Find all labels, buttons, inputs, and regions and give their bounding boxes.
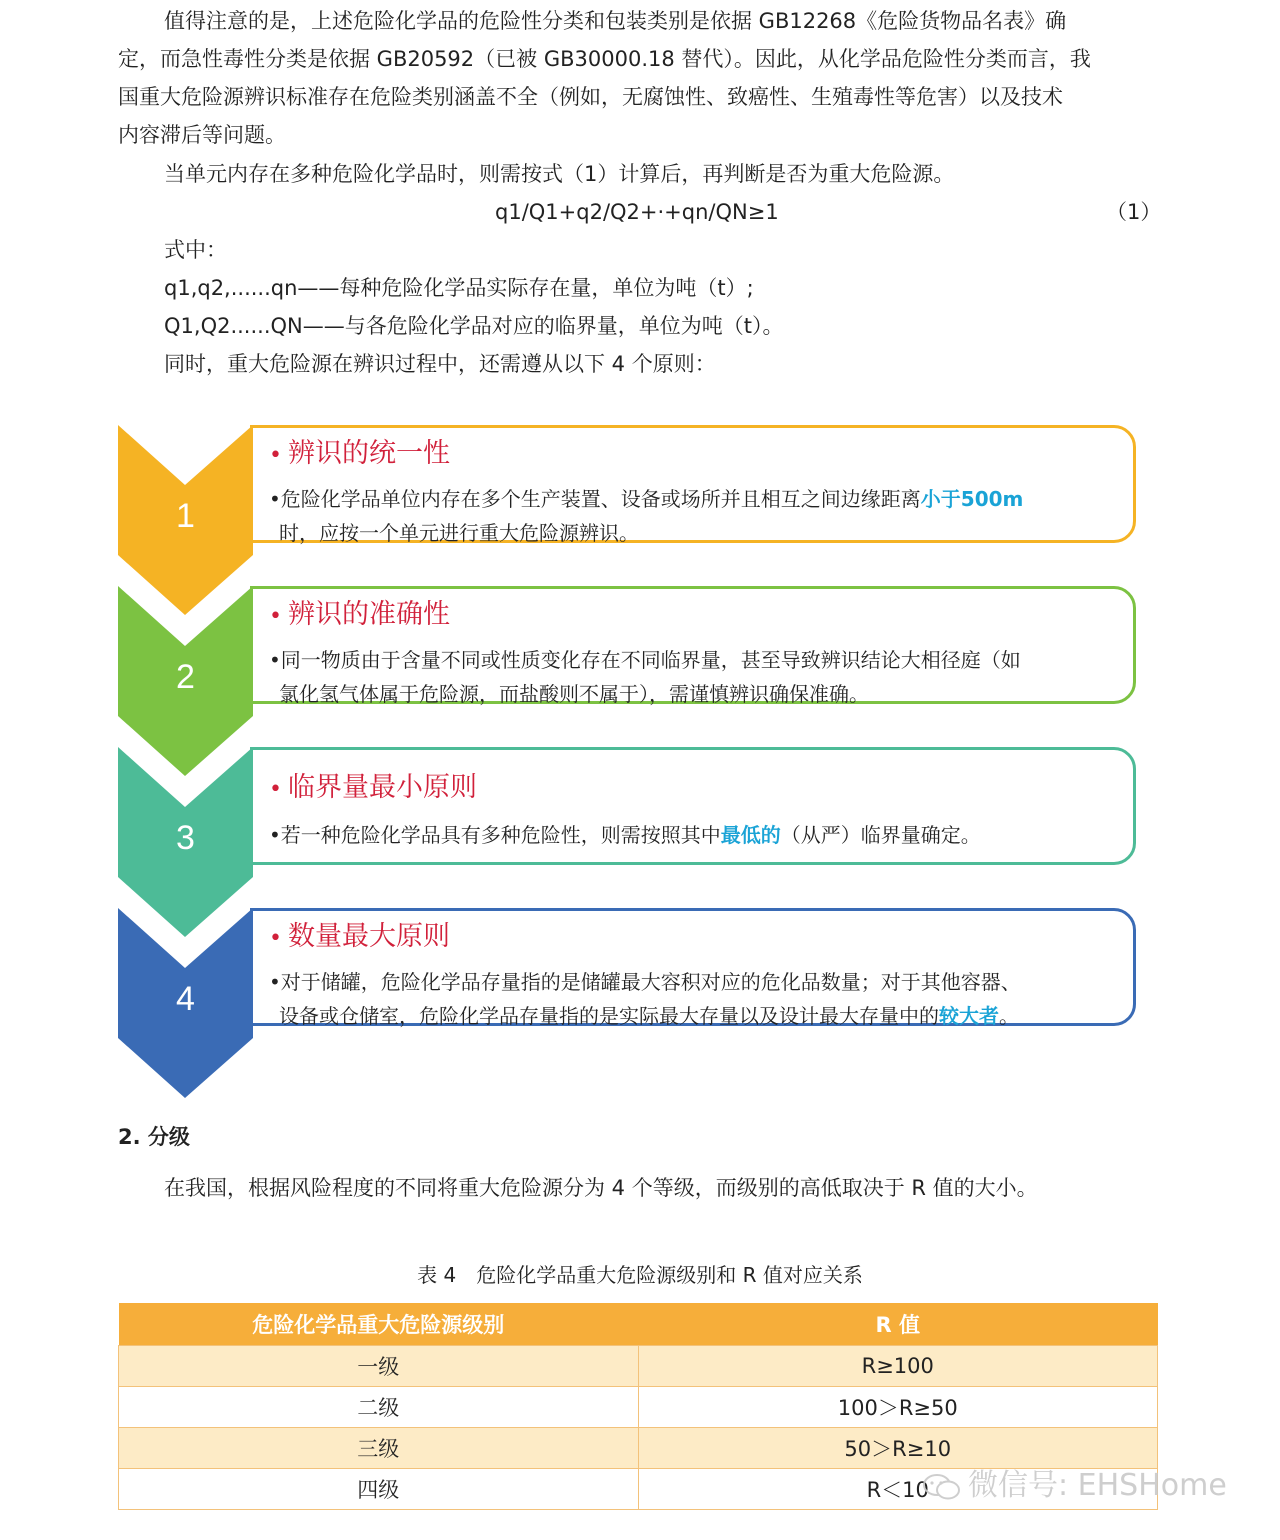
highlight-500m: 小于500m [920,487,1024,511]
principle-body-1: •危险化学品单位内存在多个生产装置、设备或场所并且相互之间边缘距离小于500m 时，应按一个单元进行重大危险源辨识。 [269,487,1024,545]
level-cell: 三级 [119,1428,639,1469]
principle-title-1: • 辨识的统一性 [269,438,450,469]
section-heading: 2. 分级 [118,1125,190,1149]
level-cell: 四级 [119,1469,639,1510]
principles-diagram [118,425,1143,1105]
r-value-cell: R＜10 [638,1469,1158,1510]
paragraph-1-line-4: 内容滞后等问题。 [118,123,286,147]
level-cell: 一级 [119,1346,639,1387]
principle-card-1 [250,425,1136,543]
paragraph-3: 同时，重大危险源在辨识过程中，还需遵从以下 4 个原则： [164,352,716,376]
paragraph-1-line-3: 国重大危险源辨识标准存在危险类别涵盖不全（例如，无腐蚀性、致癌性、生殖毒性等危害）以及技术 [118,85,1063,109]
paragraph-1-line-2: 定，而急性毒性分类是依据 GB20592（已被 GB30000.18 替代）。因此，从化学品危险性分类而言，我 [118,47,1091,71]
watermark-text: 微信号: EHSHome [968,1468,1227,1503]
paragraph-1-line-1: 值得注意的是，上述危险化学品的危险性分类和包装类别是依据 GB12268《危险货物品名表》确 [164,9,1067,33]
principle-card-2 [250,586,1136,704]
formula: q1/Q1+q2/Q2+·+qn/QN≥1 [495,200,779,224]
header-r-value: R 值 [638,1303,1158,1346]
r-value-cell: 50＞R≥10 [638,1428,1158,1469]
principle-body-2: •同一物质由于含量不同或性质变化存在不同临界量，甚至导致辨识结论大相径庭（如 氯化氢气体属于危险源，而盐酸则不属于），需谨慎辨识确保准确。 [269,648,1021,706]
paragraph-2: 当单元内存在多种危险化学品时，则需按式（1）计算后，再判断是否为重大危险源。 [164,162,955,186]
section-text: 在我国，根据风险程度的不同将重大危险源分为 4 个等级，而级别的高低取决于 R 值的大小。 [164,1176,1038,1200]
principle-card-4 [250,908,1136,1026]
principle-number-2: 2 [176,658,195,696]
level-cell: 二级 [119,1387,639,1428]
definition-q: q1,q2,......qn——每种危险化学品实际存在量，单位为吨（t）; [164,276,754,300]
table-caption: 表 4 危险化学品重大危险源级别和 R 值对应关系 [417,1263,863,1287]
principle-title-2: • 辨识的准确性 [269,599,450,630]
highlight-larger: 较大者 [939,1004,999,1028]
principle-title-4: • 数量最大原则 [269,921,450,952]
principle-number-4: 4 [176,980,195,1018]
header-level: 危险化学品重大危险源级别 [119,1303,639,1346]
table-header-row [119,1303,1158,1346]
principle-number-1: 1 [176,497,195,535]
r-value-cell: R≥100 [638,1346,1158,1387]
principle-body-4: •对于储罐，危险化学品存量指的是储罐最大容积对应的危化品数量；对于其他容器、 设备或仓储室，危险化学品存量指的是实际最大存量以及设计最大存量中的较大者。 [269,970,1021,1028]
r-value-cell: 100＞R≥50 [638,1387,1158,1428]
principle-title-3: • 临界量最小原则 [269,772,477,803]
principle-number-3: 3 [176,819,195,857]
where-label: 式中： [164,238,227,262]
wechat-watermark [922,1460,1227,1504]
definition-Q: Q1,Q2......QN——与各危险化学品对应的临界量，单位为吨（t）。 [164,314,784,338]
table-row [119,1346,1158,1387]
highlight-lowest: 最低的 [720,823,781,847]
wechat-icon [922,1472,962,1502]
principle-card-3 [250,747,1136,865]
table-row [119,1387,1158,1428]
formula-number: （1） [1106,200,1162,224]
principle-body-3: •若一种危险化学品具有多种危险性，则需按照其中最低的（从严）临界量确定。 [269,823,981,847]
